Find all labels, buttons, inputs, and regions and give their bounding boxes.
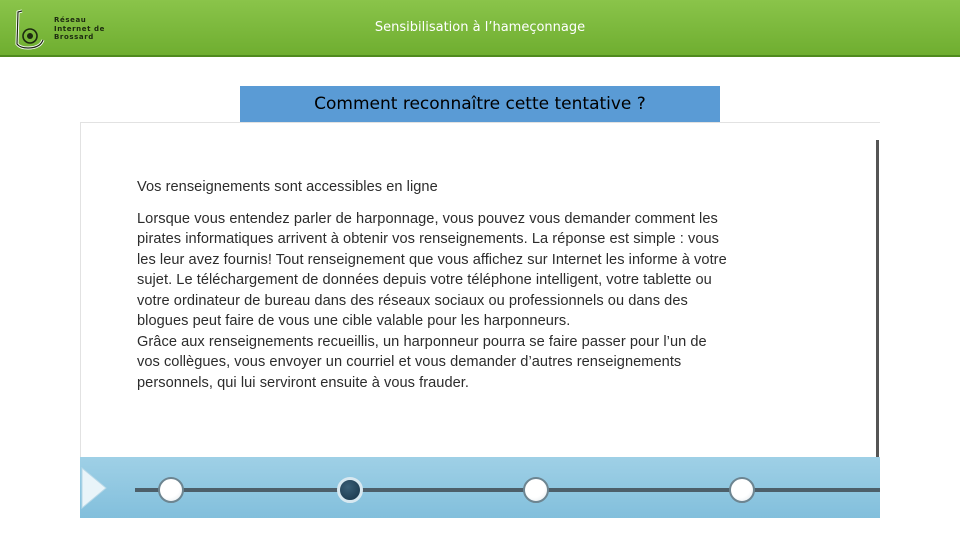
timeline-track [135, 488, 880, 492]
article-line: Grâce aux renseignements recueillis, un harponneur pourra se faire passer pour l’un de [137, 333, 707, 350]
article-line: blogues peut faire de vous une cible valable pour les harponneurs. [137, 313, 571, 329]
timeline-step-4[interactable] [729, 477, 755, 503]
header-bar [0, 0, 960, 57]
article-heading: Vos renseignements sont accessibles en ligne [137, 179, 438, 195]
article-line: votre ordinateur de bureau dans des réseaux sociaux ou professionnels ou dans des [137, 292, 688, 309]
timeline-step-1[interactable] [158, 477, 184, 503]
slide-right-border [876, 140, 879, 458]
logo-line-3: Brossard [54, 33, 94, 41]
article-line: personnels, qui lui serviront ensuite à vous frauder. [137, 374, 470, 391]
article-line: sujet. Le téléchargement de données depuis votre téléphone intelligent, votre tablette ou [137, 272, 712, 288]
page-title: Sensibilisation à l’hameçonnage [374, 20, 586, 35]
article-line: les leur avez fournis! Tout renseignement que vous affichez sur Internet les informe à votre [137, 251, 727, 268]
timeline-step-2-active[interactable] [337, 477, 363, 503]
article-line: Lorsque vous entendez parler de harponnage, vous pouvez vous demander comment les [137, 210, 718, 227]
logo-line-1: Réseau [54, 16, 87, 24]
article-line: pirates informatiques arrivent à obtenir vos renseignements. La réponse est simple : vous [137, 231, 720, 247]
article-line: vos collègues, vous envoyer un courriel et vous demander d’autres renseignements [137, 354, 682, 370]
previous-arrow-icon[interactable] [80, 464, 110, 512]
logo-line-2: Internet de [54, 24, 106, 33]
article-content [137, 177, 827, 393]
timeline-step-3[interactable] [523, 477, 549, 503]
question-banner: Comment reconnaître cette tentative ? [240, 86, 720, 123]
